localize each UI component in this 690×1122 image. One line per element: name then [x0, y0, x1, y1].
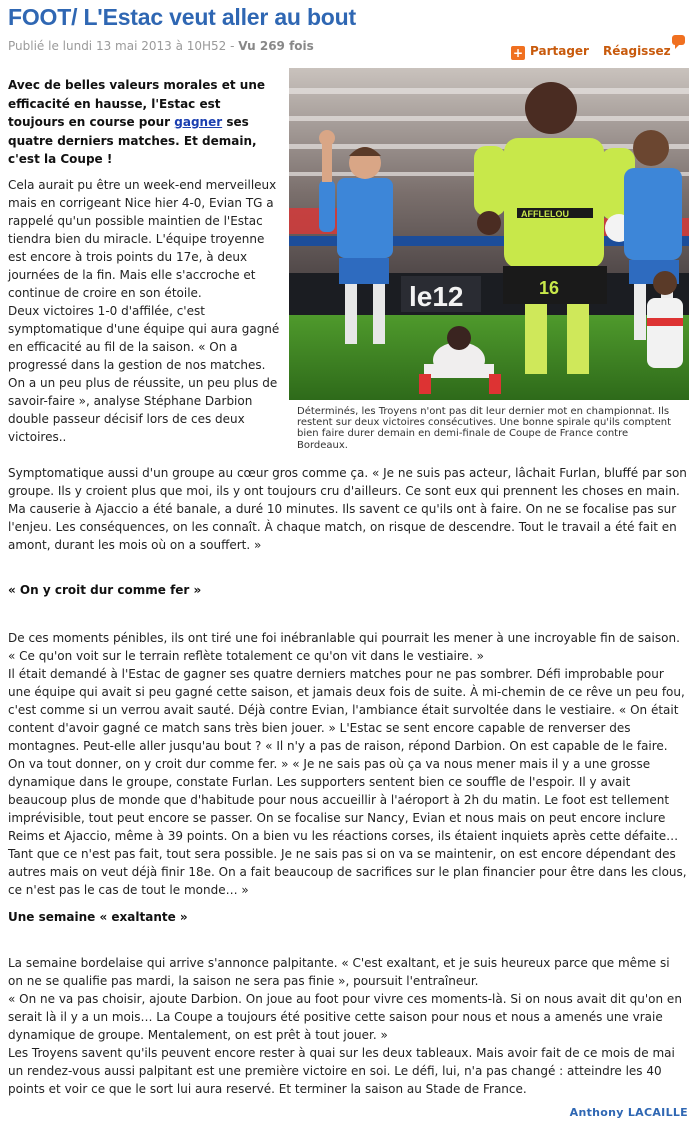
share-label: Partager [530, 44, 589, 58]
article-title: FOOT/ L'Estac veut aller au bout [8, 4, 356, 30]
article-photo [289, 68, 689, 400]
share-button[interactable] [511, 44, 589, 60]
paragraph: La semaine bordelaise qui arrive s'annonce palpitante. « C'est exaltant, et je suis heureux parce que même si on ne se qualifie pas mardi, la saison ne sera pas finie », poursuit l'entraîneur. [8, 956, 670, 988]
publish-meta [8, 39, 314, 53]
section-3 [8, 954, 688, 1098]
paragraph: De ces moments pénibles, ils ont tiré une foi inébranlable qui pourrait les mener à une incroyable fin de saison. « Ce qu'on voit sur le terrain reflète totalement ce qu'on vit dans le vestiaire. » [8, 631, 680, 663]
comment-bubble-icon[interactable] [672, 35, 685, 45]
paragraph: Deux victoires 1-0 d'affilée, c'est symptomatique d'une équipe qui aura gagné en efficacité au fil de la saison. « On a progressé dans la gestion de nos matches. On a un peu plus de réussite, un peu plus de savoir-faire », analyse Stéphane Darbion double passeur décisif lors de ces deux victoires.. [8, 304, 280, 444]
paragraph: Les Troyens savent qu'ils peuvent encore rester à quai sur les deux tableaux. Mais avoir fait de ce mois de mai un rendez-vous aussi palpitant est une première victoire en soi. Le défi, lui, n'a pas changé : atteindre les 40 points et voir ce que le sort lui aura reservé. Et terminer la saison au Stade de France. [8, 1046, 675, 1096]
plus-icon: + [512, 46, 524, 60]
paragraph-full: Symptomatique aussi d'un groupe au cœur gros comme ça. « Je ne suis pas acteur, lâchait Furlan, bluffé par son groupe. Ils y croient plus que moi, ils y ont toujours cru d'ailleurs. Ce sont eux qui prennent les choses en main. Ma causerie à Ajaccio a été banale, a duré 10 minutes. Ils savent ce qu'ils ont à faire. On ne se focalise pas sur l'enjeu. Les conséquences, on les connaît. À chaque match, on risque de descendre. Tout le travail a été fait en amont, durant les mois où on a souffert. » [8, 466, 687, 552]
article-lead [8, 76, 280, 169]
react-link[interactable]: Réagissez [603, 44, 671, 58]
publish-date: Publié le lundi 13 mai 2013 à 10H52 - [8, 39, 239, 53]
lead-text-end: ses quatre derniers matches. Et demain, c'est la Coupe ! [8, 115, 257, 166]
stadium-ad-text: le12 [409, 281, 464, 312]
jersey-number: 16 [539, 278, 560, 298]
photo-caption: Déterminés, les Troyens n'ont pas dit leur dernier mot en championnat. Ils restent sur deux victoires consécutives. Une bonne spirale qu'ils comptent bien faire durer demain en demi-finale de Coupe de France contre Bordeaux. [297, 406, 672, 451]
paragraph: « On ne va pas choisir, ajoute Darbion. On joue au foot pour vivre ces moments-là. Si on nous avait dit qu'on en serait là il y a un mois… La Coupe a toujours été positive cette saison pour nous et nous a amenés une vraie dynamique de groupe. Mentalement, on est prêt à tout jouer. » [8, 992, 682, 1042]
section-2 [8, 629, 688, 899]
subheading-2: Une semaine « exaltante » [8, 910, 188, 924]
subheading-1: « On y croit dur comme fer » [8, 583, 202, 597]
football-photo-illustration [289, 68, 689, 400]
gagner-link[interactable]: gagner [174, 115, 223, 129]
sponsor-text: AFFLELOU [521, 209, 569, 219]
author-name: Anthony LACAILLE [569, 1106, 688, 1119]
view-count: Vu 269 fois [238, 39, 314, 53]
paragraph: Cela aurait pu être un week-end merveilleux mais en corrigeant Nice hier 4-0, Evian TG a rappelé qu'un possible maintien de l'Estac tiendra bien du miracle. L'équipe troyenne est encore à trois points du 17e, à deux journées de la fin. Mais elle s'accroche et continue de croire en son étoile. [8, 178, 277, 300]
paragraph: Il était demandé à l'Estac de gagner ses quatre derniers matches pour ne pas sombrer. Défi improbable pour une équipe qui avait si peu gagné cette saison, et jamais deux fois de suite. À mi-chemin de ce rêve un peu fou, c'est comme si un verrou avait sauté. Déjà contre Evian, l'ambiance était survoltée dans le vestiaire. « On était content d'avoir gagné ce match sans très bien jouer. » L'Estac se sent encore capable de renverser des montagnes. Peut-elle aller jusqu'au bout ? « Il n'y a pas de raison, répond Darbion. On est capable de le faire. On va tout donner, on y croit dur comme fer. » « Je ne sais pas où ça va nous mener mais il y a une grosse dynamique dans le groupe, constate Furlan. Les supporters sentent bien ce souffle de l'espoir. Il y avait beaucoup plus de monde que d'habitude pour nous accueillir à l'aéroport à 2h du matin. Le foot est tellement imprévisible, tout peut encore se passer. On se focalise sur Nancy, Evian et nous mais on peut encore inclure Reims et Ajaccio, même à 39 points. On a bien vu les réactions corses, ils étaient inquiets après cette défaite… Tant que ce n'est pas fait, tout sera possible. Je ne sais pas si on va se maintenir, on est encore dépendant des autres mais on veut déjà finir 18e. On a fait beaucoup de sacrifices sur le plan financier pour être dans les clous, ce n'est pas le cas de tout le monde… » [8, 667, 687, 897]
intro-column [8, 176, 283, 446]
lead-text-start: Avec de belles valeurs morales et une efficacité en hausse, l'Estac est toujours en course pour [8, 78, 265, 129]
